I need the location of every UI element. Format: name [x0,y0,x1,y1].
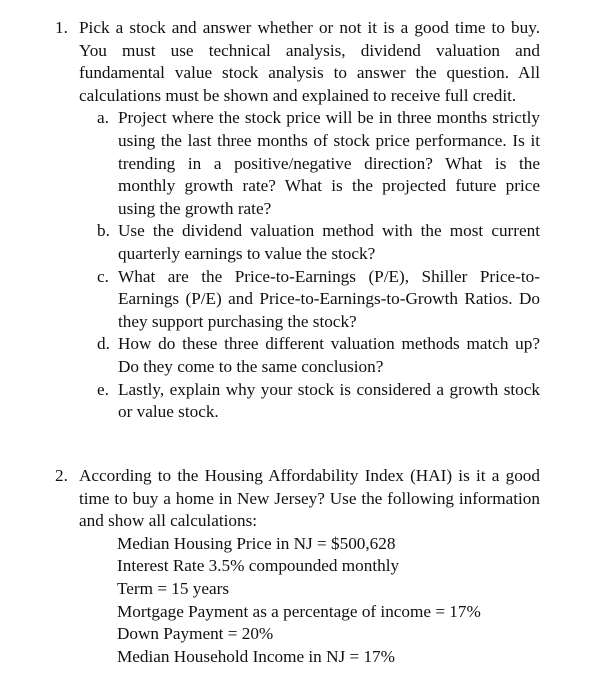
part-text: What are the Price-to-Earnings (P/E), Shiller Price-to-Earnings (P/E) and Price-to-Earnings-to-Growth Ratios. Do they support purchasing the stock? [118,266,540,331]
question-2-info-list [117,533,540,669]
question-2-text: According to the Housing Affordability Index (HAI) is it a good time to buy a home in New Jersey? Use the following information and show all calculations: [79,466,540,531]
info-interest-rate: Interest Rate 3.5% compounded monthly [117,556,400,576]
info-median-housing-price: Median Housing Price in NJ = $500,628 [117,533,396,553]
part-letter: c. [97,266,109,286]
question-1-part-b [97,220,540,265]
info-down-payment: Down Payment = 20% [117,624,274,644]
question-1-part-a [97,107,540,220]
part-text: How do these three different valuation methods match up? Do they come to the same conclusion? [118,334,540,376]
question-1-part-c [97,266,540,334]
part-letter: e. [97,379,109,399]
question-1-part-d [97,333,540,378]
part-text: Lastly, explain why your stock is considered a growth stock or value stock. [118,379,540,422]
part-letter: a. [97,108,109,128]
part-text: Use the dividend valuation method with the most current quarterly earnings to value the stock? [118,221,540,263]
part-letter: b. [97,221,110,241]
question-1-parts [97,107,540,423]
info-median-household-income: Median Household Income in NJ = 17% [117,646,395,666]
question-1 [55,17,540,424]
part-text: Project where the stock price will be in three months strictly using the last three months of stock price performance. Is it trending in a positive/negative direction? What is the monthly growth rate? What is the projected future price using the growth rate? [118,108,540,218]
question-2 [55,465,540,668]
part-letter: d. [97,334,110,354]
question-2-number: 2. [55,466,68,485]
info-mortgage-payment-percentage: Mortgage Payment as a percentage of income = 17% [117,601,481,621]
info-term: Term = 15 years [117,578,230,598]
question-1-text: Pick a stock and answer whether or not it is a good time to buy. You must use technical analysis, dividend valuation and fundamental value stock analysis to answer the question. All calculations must be shown and explained to receive full credit. [79,18,540,105]
question-1-part-e [97,379,540,424]
question-1-number: 1. [55,18,68,37]
